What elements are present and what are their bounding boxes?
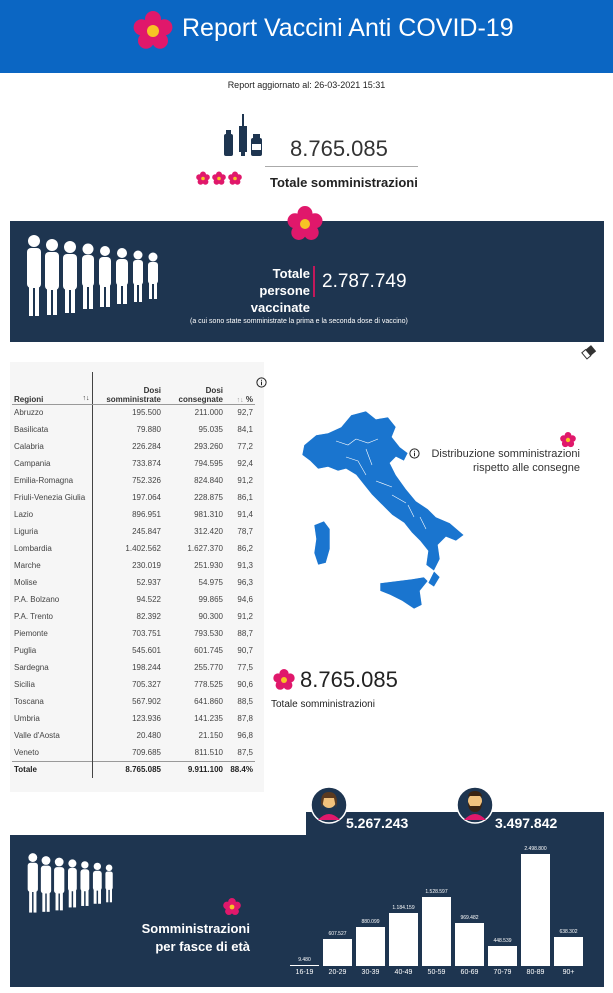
table-row[interactable] [12, 591, 255, 608]
persons-vaccinated-note: (a cui sono state somministrate la prima e la seconda dose di vaccino) [190, 318, 408, 325]
table-cell: 90.300 [198, 612, 223, 621]
age-bar-value-label: 1.184.159 [392, 904, 415, 911]
table-cell: 1.627.370 [187, 544, 223, 553]
table-cell: 77,5 [237, 663, 253, 672]
table-row[interactable] [12, 438, 255, 455]
table-cell: P.A. Trento [14, 612, 53, 621]
table-cell: 99.865 [198, 595, 223, 604]
age-groups-label: Somministrazioni per fasce di età [141, 921, 250, 954]
italy-regions[interactable] [302, 411, 464, 609]
age-bar-category-label: 90+ [562, 969, 575, 976]
table-cell: 94.522 [92, 591, 163, 608]
table-row[interactable] [12, 455, 255, 472]
table-cell: Piemonte [14, 629, 48, 638]
italy-map[interactable] [296, 405, 471, 617]
table-cell: 230.019 [92, 557, 163, 574]
table-cell: 90,6 [237, 680, 253, 689]
table-cell: 52.937 [92, 574, 163, 591]
eraser-icon[interactable] [580, 344, 598, 360]
table-cell: 95.035 [198, 425, 223, 434]
table-cell: 91,2 [237, 612, 253, 621]
table-cell: 198.244 [92, 659, 163, 676]
age-bar-16-19[interactable] [290, 965, 319, 966]
table-cell: 94,6 [237, 595, 253, 604]
table-cell: 88,7 [237, 629, 253, 638]
three-flowers-icon [196, 171, 242, 186]
table-row[interactable] [12, 744, 255, 761]
divider [265, 166, 418, 167]
age-bar-value-label: 9.480 [298, 957, 311, 963]
persons-vaccinated-label: Totale persone vaccinate [250, 266, 310, 315]
table-cell: 87,5 [237, 747, 253, 757]
age-bar-value-label: 1.528.597 [425, 889, 448, 896]
age-bar-70-79[interactable] [488, 946, 517, 966]
table-cell: 705.327 [92, 676, 163, 693]
age-bar-30-39[interactable] [356, 927, 385, 966]
table-cell: Calabria [14, 442, 44, 451]
regions-table [12, 372, 255, 778]
divider [313, 266, 315, 297]
table-cell: Marche [14, 561, 41, 570]
table-row[interactable] [12, 710, 255, 727]
table-cell: 92,7 [237, 408, 253, 418]
map-total-label: Totale somministrazioni [271, 699, 375, 710]
table-cell: 86,2 [237, 544, 253, 553]
age-bar-category-label: 40-49 [394, 969, 413, 976]
table-cell: 211.000 [194, 408, 223, 418]
table-row[interactable] [12, 659, 255, 676]
crowd-icon [24, 845, 134, 920]
table-cell: 824.840 [194, 476, 223, 485]
table-cell: 91,2 [237, 476, 253, 485]
table-cell: 896.951 [92, 506, 163, 523]
table-cell: 733.874 [92, 455, 163, 472]
table-row[interactable] [12, 472, 255, 489]
age-bar-90+[interactable] [554, 937, 583, 966]
table-cell: 91,4 [237, 510, 253, 519]
table-cell: 703.751 [92, 625, 163, 642]
info-icon[interactable] [409, 448, 420, 459]
age-bar-value-label: 2.498.800 [524, 846, 547, 852]
table-row[interactable] [12, 404, 255, 421]
table-cell: 293.260 [194, 442, 223, 451]
age-bar-20-29[interactable] [323, 939, 352, 966]
table-cell: 793.530 [194, 629, 223, 638]
table-total-cell: 9.911.100 [163, 761, 225, 778]
table-cell: Lazio [14, 510, 34, 519]
table-cell: 96,8 [237, 731, 253, 740]
age-bar-value-label: 607.527 [328, 930, 347, 937]
table-row[interactable] [12, 421, 255, 438]
table-row[interactable] [12, 727, 255, 744]
female-avatar-icon [310, 786, 348, 824]
age-bar-category-label: 20-29 [328, 969, 347, 976]
table-total-cell: Totale [12, 761, 92, 778]
table-cell: 141.235 [194, 714, 223, 723]
table-cell: 82.392 [92, 608, 163, 625]
age-bar-category-label: 16-19 [295, 969, 314, 976]
table-row[interactable] [12, 693, 255, 710]
table-cell: 641.860 [194, 697, 223, 706]
table-cell: Molise [14, 578, 38, 587]
table-cell: 255.770 [194, 663, 223, 672]
table-cell: 86,1 [237, 493, 253, 502]
age-bar-value-label: 880.099 [361, 918, 380, 925]
table-cell: Liguria [14, 527, 39, 536]
page-title: Report Vaccini Anti COVID-19 [182, 14, 514, 42]
table-cell: 251.930 [194, 561, 223, 570]
table-cell: Umbria [14, 714, 40, 723]
age-bar-category-label: 50-59 [427, 969, 446, 976]
table-cell: 96,3 [237, 578, 253, 587]
table-cell: 91,3 [237, 561, 253, 570]
table-cell: Lombardia [14, 544, 52, 553]
female-administrations-value: 5.267.243 [346, 815, 409, 831]
table-row[interactable] [12, 506, 255, 523]
table-cell: Veneto [14, 747, 39, 757]
table-cell: 90,7 [237, 646, 253, 655]
table-row[interactable] [12, 489, 255, 506]
flower-icon [222, 897, 242, 917]
male-administrations-value: 3.497.842 [495, 815, 558, 831]
table-cell: 92,4 [237, 459, 253, 468]
syringe-vials-icon [222, 112, 266, 158]
age-bar-value-label: 448.539 [493, 937, 512, 944]
table-cell: Abruzzo [14, 408, 44, 418]
column-header-delivered[interactable]: Dosi consegnate [163, 372, 225, 404]
age-bar-chart [280, 835, 600, 987]
age-bar-category-label: 30-39 [361, 969, 380, 976]
table-cell: 981.310 [194, 510, 223, 519]
table-cell: Campania [14, 459, 51, 468]
table-row[interactable] [12, 540, 255, 557]
total-administrations-label: Totale somministrazioni [270, 175, 418, 190]
table-cell: 567.902 [92, 693, 163, 710]
table-cell: 545.601 [92, 642, 163, 659]
flower-icon [272, 668, 296, 692]
table-cell: 811.510 [194, 747, 223, 757]
table-cell: 78,7 [237, 527, 253, 536]
table-row[interactable] [12, 557, 255, 574]
age-bar-40-49[interactable] [389, 913, 418, 966]
table-cell: Sardegna [14, 663, 49, 672]
table-cell: Friuli-Venezia Giulia [14, 493, 86, 502]
table-cell: 794.595 [194, 459, 223, 468]
flower-icon [285, 204, 325, 244]
table-cell: 79.880 [92, 421, 163, 438]
total-administrations-value: 8.765.085 [290, 136, 388, 161]
table-row[interactable] [12, 625, 255, 642]
table-cell: 195.500 [92, 404, 163, 421]
table-cell: 778.525 [194, 680, 223, 689]
crowd-icon [22, 231, 172, 319]
age-groups-panel [10, 835, 604, 987]
table-row[interactable] [12, 676, 255, 693]
table-cell: Puglia [14, 646, 37, 655]
persons-vaccinated-value: 2.787.749 [322, 271, 407, 292]
age-bar-value-label: 638.302 [559, 929, 578, 936]
table-total-cell: 88.4% [225, 761, 255, 778]
table-row[interactable] [12, 608, 255, 625]
map-label: Distribuzione somministrazioni rispetto alle consegne [431, 448, 580, 474]
table-cell: 709.685 [92, 744, 163, 761]
table-cell: 1.402.562 [92, 540, 163, 557]
table-cell: 197.064 [92, 489, 163, 506]
table-cell: 245.847 [92, 523, 163, 540]
info-icon[interactable] [256, 377, 267, 388]
table-cell: P.A. Bolzano [14, 595, 60, 604]
column-header-region[interactable]: Regioni ↑↓ [12, 372, 92, 404]
male-avatar-icon [456, 786, 494, 824]
age-bar-category-label: 60-69 [460, 969, 479, 976]
table-row[interactable] [12, 574, 255, 591]
update-timestamp: Report aggiornato al: 26-03-2021 15:31 [227, 80, 386, 90]
table-cell: 123.936 [92, 710, 163, 727]
table-cell: 84,1 [237, 425, 253, 434]
table-cell: 88,5 [237, 697, 253, 706]
table-cell: Emilia-Romagna [14, 476, 74, 485]
table-cell: 77,2 [237, 442, 253, 451]
age-bar-value-label: 969.482 [460, 914, 479, 921]
table-cell: Sicilia [14, 680, 35, 689]
table-total-cell: 8.765.085 [92, 761, 163, 778]
column-header-administered[interactable]: Dosi somministrate [92, 372, 163, 404]
age-bar-60-69[interactable] [455, 923, 484, 966]
age-bar-50-59[interactable] [422, 897, 451, 966]
table-cell: 87,8 [237, 714, 253, 723]
column-header-percent[interactable]: ↑↓ % [225, 372, 255, 404]
age-bar-category-label: 70-79 [493, 969, 512, 976]
table-cell: 601.745 [194, 646, 223, 655]
table-cell: Basilicata [14, 425, 49, 434]
map-total-value: 8.765.085 [300, 667, 398, 692]
table-cell: 312.420 [194, 527, 223, 536]
table-row[interactable] [12, 642, 255, 659]
age-bar-80-89[interactable] [521, 854, 550, 966]
table-cell: 20.480 [92, 727, 163, 744]
table-cell: 226.284 [92, 438, 163, 455]
table-total-row [12, 761, 255, 778]
table-cell: 228.875 [194, 493, 223, 502]
table-cell: Valle d'Aosta [14, 731, 60, 740]
table-cell: Toscana [14, 697, 44, 706]
table-cell: 21.150 [198, 731, 223, 740]
table-cell: 54.975 [198, 578, 223, 587]
flower-logo-icon [131, 9, 175, 53]
table-cell: 752.326 [92, 472, 163, 489]
age-bar-category-label: 80-89 [526, 969, 545, 976]
table-row[interactable] [12, 523, 255, 540]
